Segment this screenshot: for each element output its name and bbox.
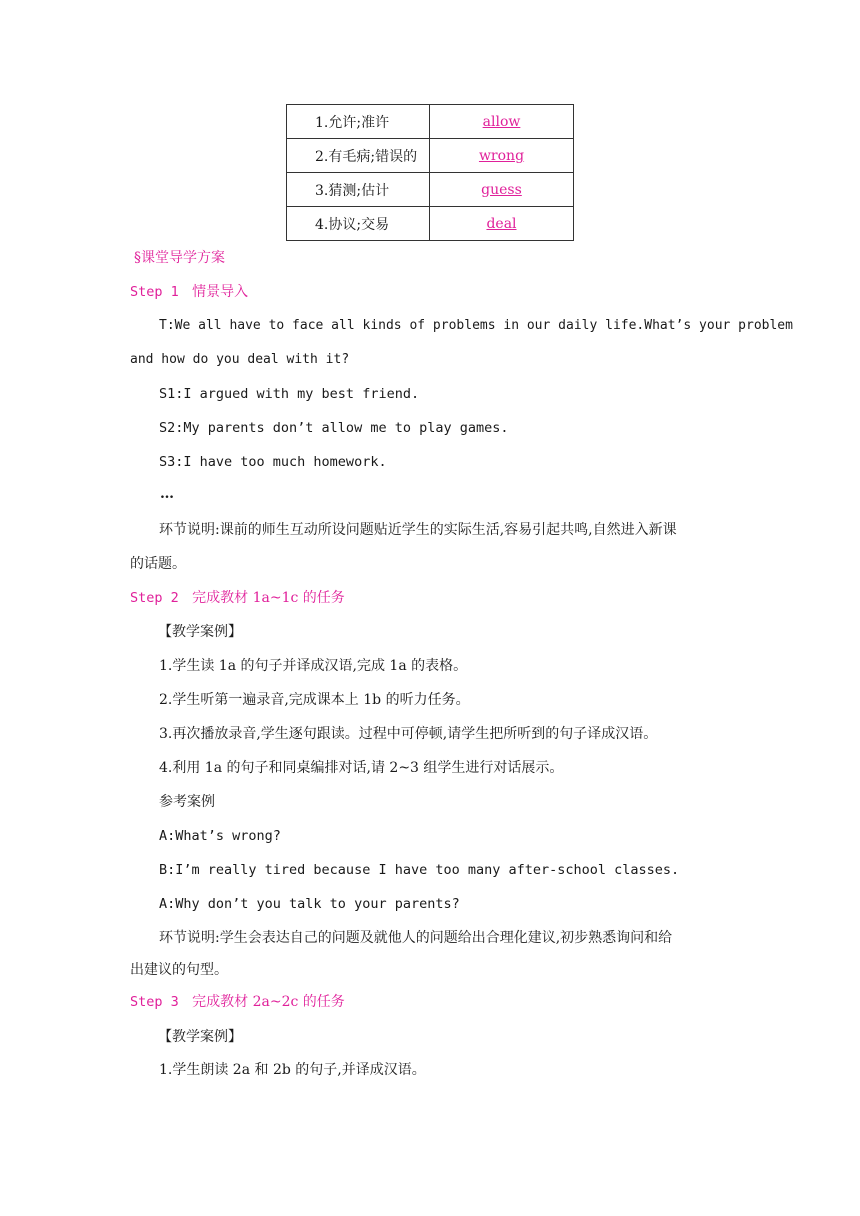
section-title: §课堂导学方案	[134, 250, 225, 266]
table-row	[287, 173, 574, 207]
table-row	[287, 207, 574, 241]
vocab-chinese: 2.有毛病;错误的	[287, 139, 430, 173]
vocab-english: deal	[486, 215, 517, 232]
step-title: 完成教材 1a~1c 的任务	[192, 590, 345, 606]
teacher-line: T:We all have to face all kinds of problems in our daily life.What’s your problem	[159, 318, 793, 333]
dialogue-line: A:Why don’t you talk to your parents?	[159, 896, 460, 912]
table-row	[287, 105, 574, 139]
student-line: S3:I have too much homework.	[159, 454, 387, 470]
ellipsis: …	[160, 486, 175, 502]
list-item: 1.学生读 1a 的句子并译成汉语,完成 1a 的表格。	[159, 658, 468, 674]
step-label: Step 3	[130, 994, 179, 1010]
student-line: S2:My parents don’t allow me to play games.	[159, 420, 509, 436]
step-note: 环节说明:学生会表达自己的问题及就他人的问题给出合理化建议,初步熟悉询问和给	[159, 930, 673, 946]
student-line: S1:I argued with my best friend.	[159, 386, 420, 402]
dialogue-line: B:I’m really tired because I have too many after-school classes.	[159, 862, 680, 878]
step-note: 环节说明:课前的师生互动所设问题贴近学生的实际生活,容易引起共鸣,自然进入新课	[159, 522, 677, 538]
reference-header: 参考案例	[159, 794, 215, 810]
list-item: 4.利用 1a 的句子和同桌编排对话,请 2~3 组学生进行对话展示。	[159, 760, 564, 776]
step-title: 情景导入	[192, 284, 249, 300]
step3-heading	[130, 992, 345, 1012]
vocab-chinese: 1.允许;准许	[287, 105, 430, 139]
vocab-english: guess	[481, 181, 522, 198]
case-header: 【教学案例】	[158, 624, 242, 640]
step-note-cont: 的话题。	[130, 556, 186, 572]
vocabulary-table	[286, 104, 574, 241]
vocab-chinese: 3.猜测;估计	[287, 173, 430, 207]
table-row	[287, 139, 574, 173]
case-header: 【教学案例】	[158, 1029, 242, 1045]
vocab-english: wrong	[478, 147, 525, 164]
vocab-english: allow	[482, 113, 521, 130]
step1-heading	[130, 282, 248, 302]
list-item: 3.再次播放录音,学生逐句跟读。过程中可停顿,请学生把所听到的句子译成汉语。	[159, 726, 658, 742]
dialogue-line: A:What’s wrong?	[159, 828, 281, 844]
step-label: Step 2	[130, 590, 179, 606]
list-item: 1.学生朗读 2a 和 2b 的句子,并译成汉语。	[159, 1062, 426, 1078]
teacher-line-cont: and how do you deal with it?	[130, 352, 350, 367]
step-label: Step 1	[130, 284, 179, 300]
step-note-cont: 出建议的句型。	[130, 962, 228, 978]
step2-heading	[130, 588, 345, 608]
list-item: 2.学生听第一遍录音,完成课本上 1b 的听力任务。	[159, 692, 470, 708]
step-title: 完成教材 2a~2c 的任务	[192, 994, 345, 1010]
vocab-chinese: 4.协议;交易	[287, 207, 430, 241]
